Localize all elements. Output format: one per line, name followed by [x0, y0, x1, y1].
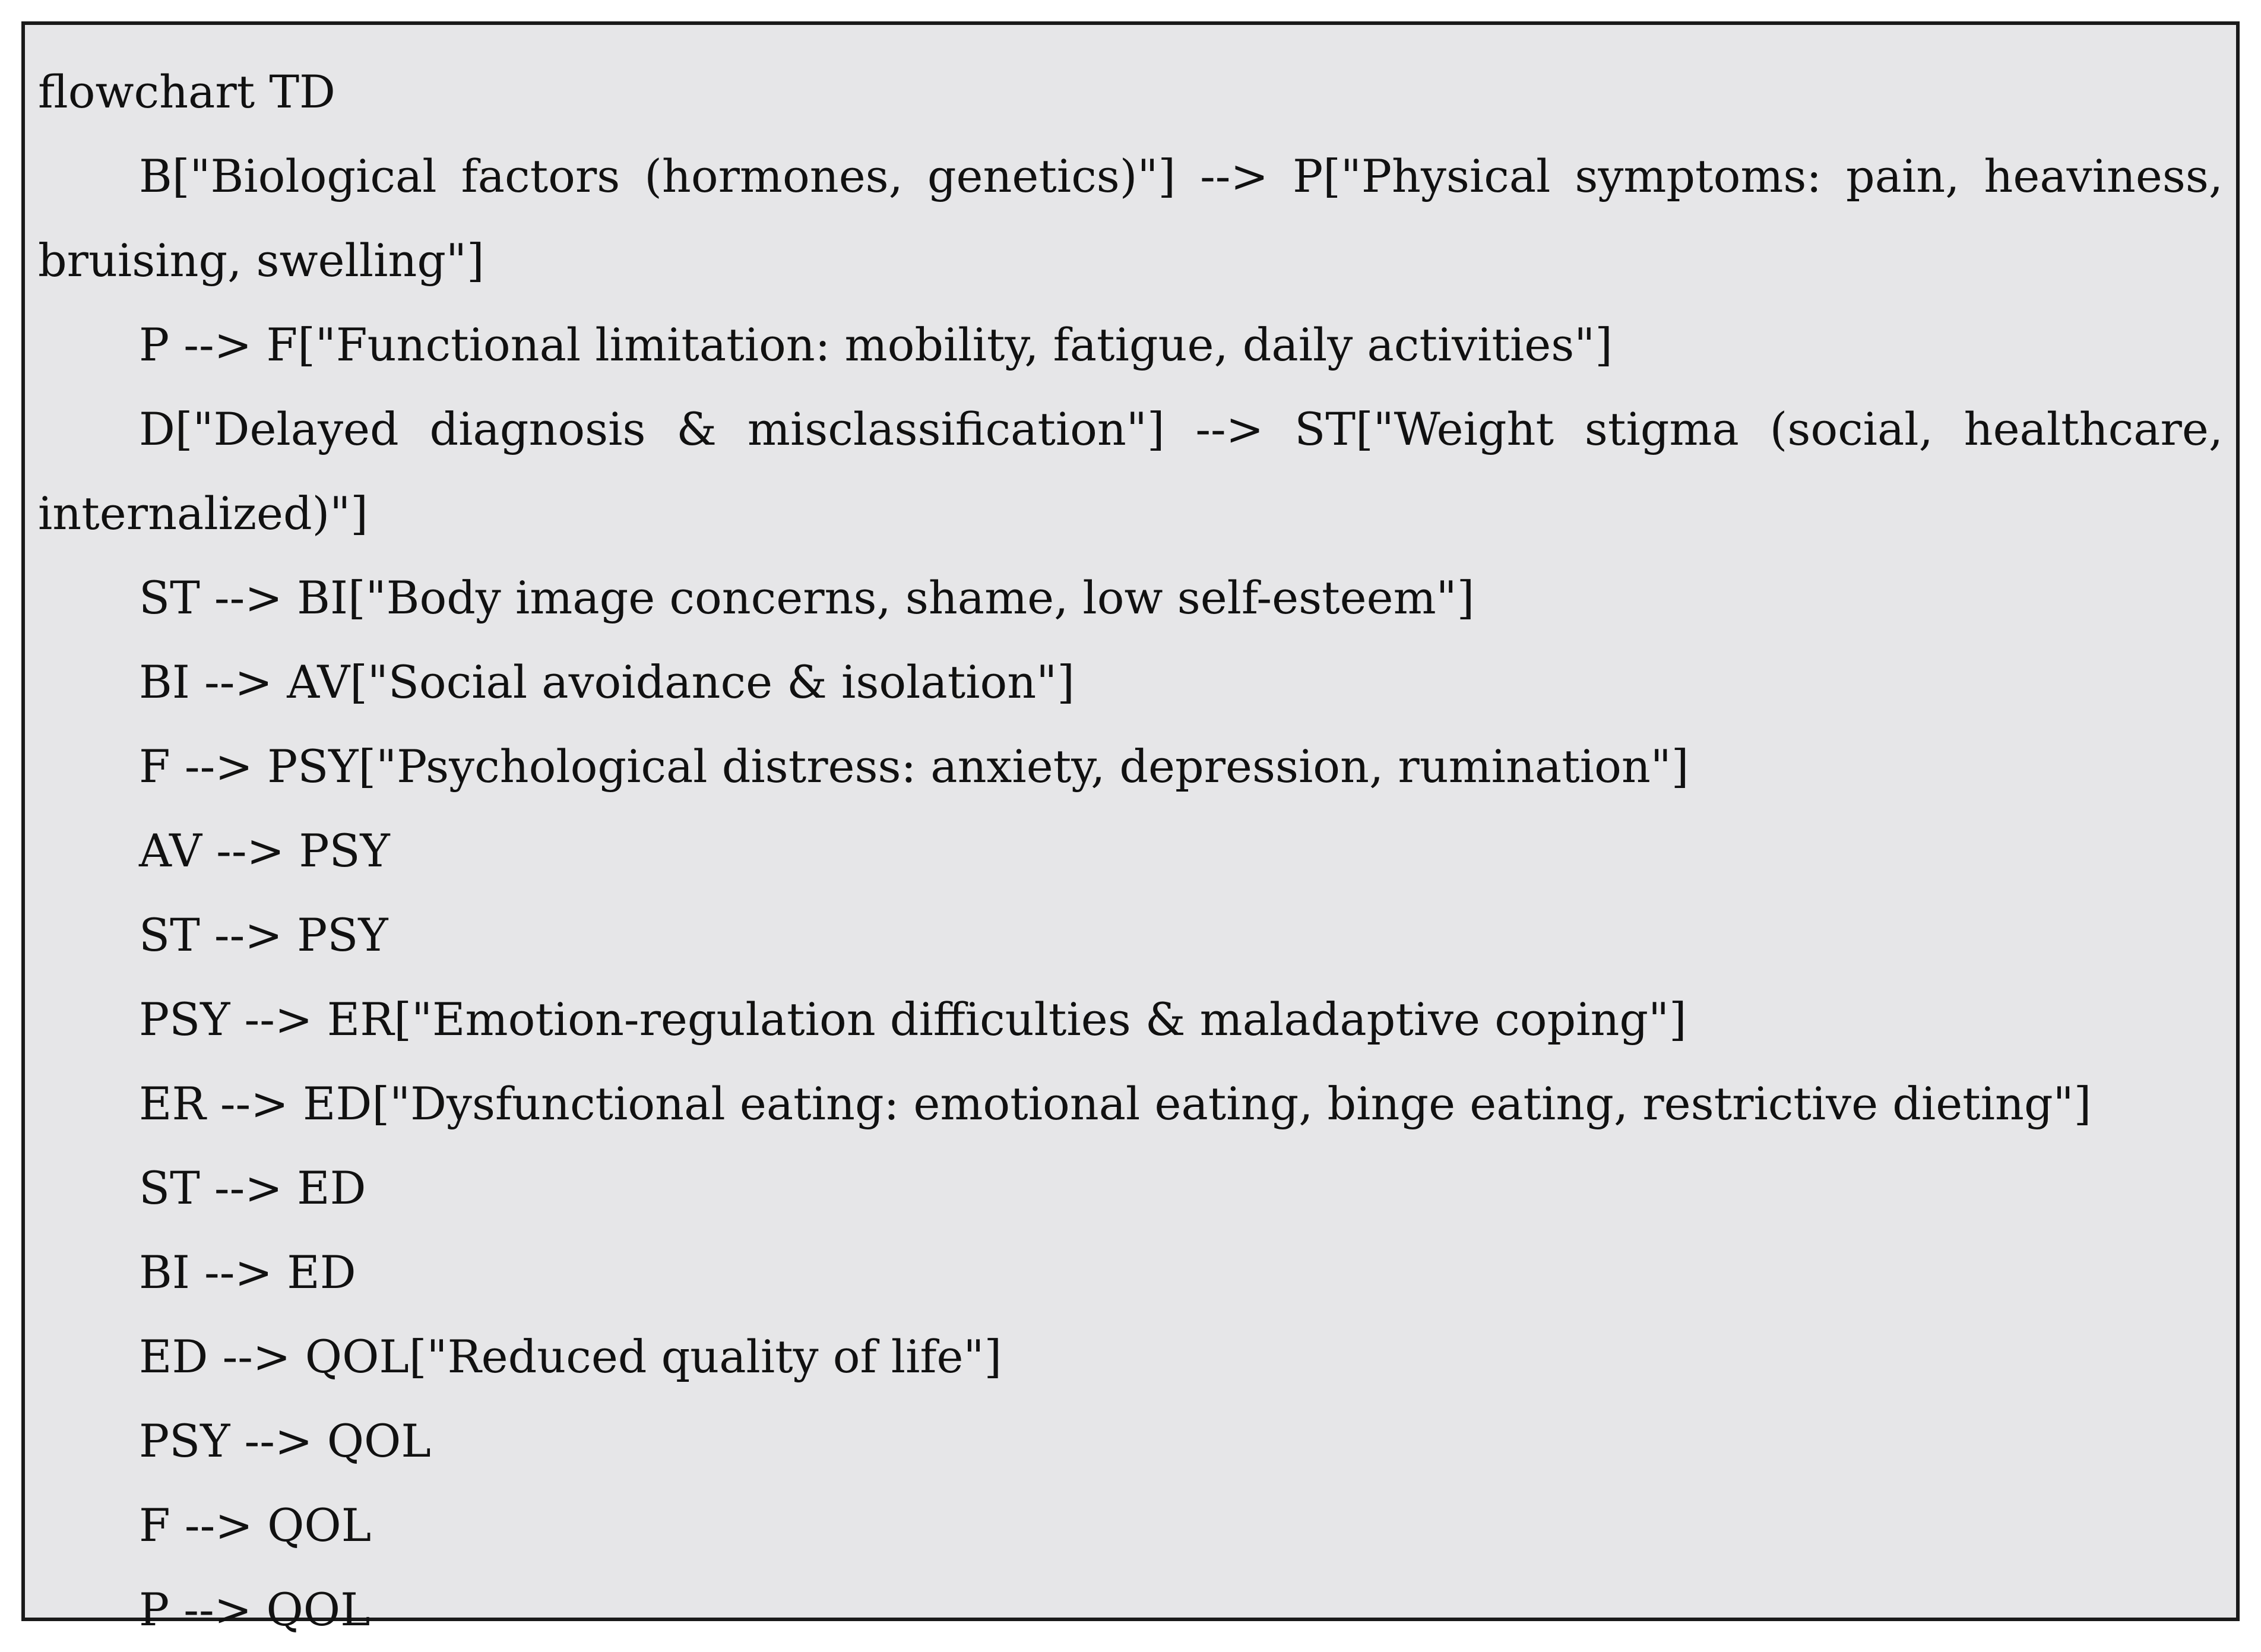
code-line: F --> PSY["Psychological distress: anxiety, depression, rumination"] — [139, 740, 1689, 793]
code-line: ED --> QOL["Reduced quality of life"] — [139, 1330, 1002, 1383]
code-line: PSY --> ER["Emotion-regulation difficulties & maladaptive coping"] — [139, 993, 1687, 1046]
flowchart-code-box — [21, 21, 2240, 1636]
code-line: F --> QOL — [139, 1499, 372, 1552]
code-line: ER --> ED["Dysfunctional eating: emotional eating, binge eating, restrictive dieting"] — [139, 1077, 2092, 1130]
code-line: AV --> PSY — [139, 824, 390, 877]
code-line: PSY --> QOL — [139, 1414, 431, 1467]
code-line: BI --> AV["Social avoidance & isolation"] — [139, 656, 1075, 708]
code-line: ST --> PSY — [139, 909, 388, 961]
code-line: flowchart TD — [38, 65, 335, 118]
code-line: P --> F["Functional limitation: mobility, fatigue, daily activities"] — [139, 318, 1613, 371]
code-line: D["Delayed diagnosis & misclassification"] --> ST["Weight stigma (social, healthcare, internalized)"] — [38, 403, 2223, 540]
code-line: ST --> ED — [139, 1162, 366, 1214]
code-line: ST --> BI["Body image concerns, shame, low self-esteem"] — [139, 571, 1475, 624]
code-line: P --> QOL — [139, 1583, 370, 1636]
code-line: BI --> ED — [139, 1246, 356, 1299]
code-line: B["Biological factors (hormones, genetics)"] --> P["Physical symptoms: pain, heaviness, bruising, swelling"] — [38, 150, 2223, 287]
